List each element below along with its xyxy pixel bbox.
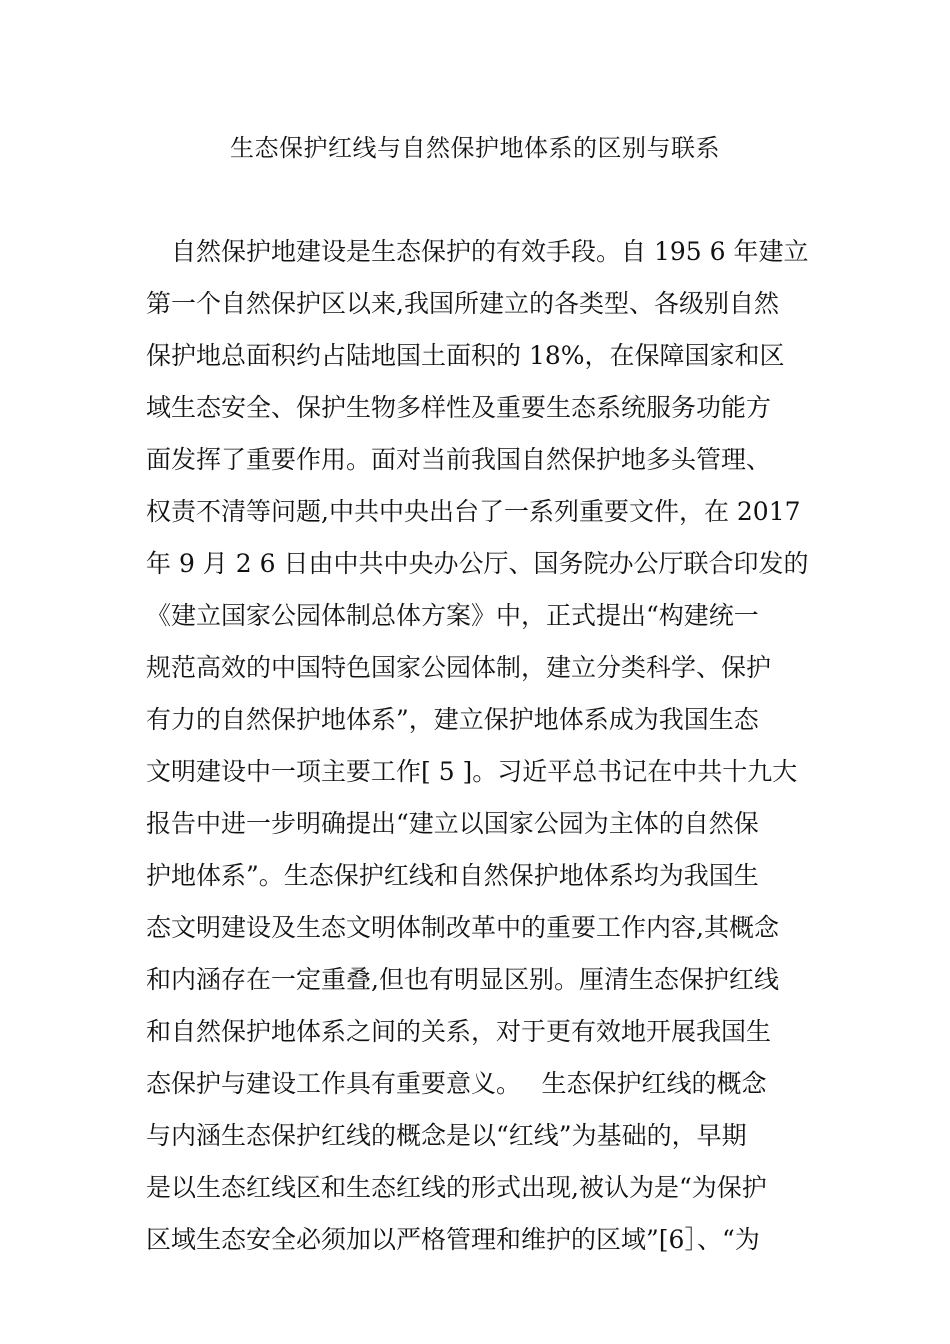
text-line: 权责不清等问题,中共中央出台了一系列重要文件，在 2017 <box>146 497 801 526</box>
text-line: 与内涵生态保护红线的概念是以“红线”为基础的，早期 <box>146 1121 747 1150</box>
text-line: 《建立国家公园体制总体方案》中，正式提出“构建统一 <box>146 601 759 630</box>
text-line: 规范高效的中国特色国家公园体制，建立分类科学、保护 <box>146 653 772 682</box>
text-line: 面发挥了重要作用。面对当前我国自然保护地多头管理、 <box>146 445 772 474</box>
body-paragraph <box>146 226 826 1266</box>
text-line: 护地体系”。生态保护红线和自然保护地体系均为我国生 <box>146 861 759 890</box>
text-line: 态文明建设及生态文明体制改革中的重要工作内容,其概念 <box>146 913 779 942</box>
text-line: 区域生态安全必须加以严格管理和维护的区域”[6］、“为 <box>146 1225 760 1254</box>
document-title: 生态保护红线与自然保护地体系的区别与联系 <box>230 134 720 162</box>
text-line: 态保护与建设工作具有重要意义。 生态保护红线的概念 <box>146 1069 767 1098</box>
text-line: 和内涵存在一定重叠,但也有明显区别。厘清生态保护红线 <box>146 965 779 994</box>
text-line: 保护地总面积约占陆地国土面积的 18%，在保障国家和区 <box>146 341 785 370</box>
text-line: 第一个自然保护区以来,我国所建立的各类型、各级别自然 <box>146 289 779 318</box>
text-line: 有力的自然保护地体系”，建立保护地体系成为我国生态 <box>146 705 759 734</box>
text-line: 和自然保护地体系之间的关系，对于更有效地开展我国生 <box>146 1017 772 1046</box>
text-line: 文明建设中一项主要工作[ 5 ]。习近平总书记在中共十九大 <box>146 757 798 786</box>
text-line: 报告中进一步明确提出“建立以国家公园为主体的自然保 <box>146 809 759 838</box>
text-line: 是以生态红线区和生态红线的形式出现,被认为是“为保护 <box>146 1173 767 1202</box>
text-line: 年 9 月 2 6 日由中共中央办公厅、国务院办公厅联合印发的 <box>146 549 809 578</box>
text-line: 域生态安全、保护生物多样性及重要生态系统服务功能方 <box>146 393 772 422</box>
text-line: 自然保护地建设是生态保护的有效手段。自 195 6 年建立 <box>146 237 809 266</box>
